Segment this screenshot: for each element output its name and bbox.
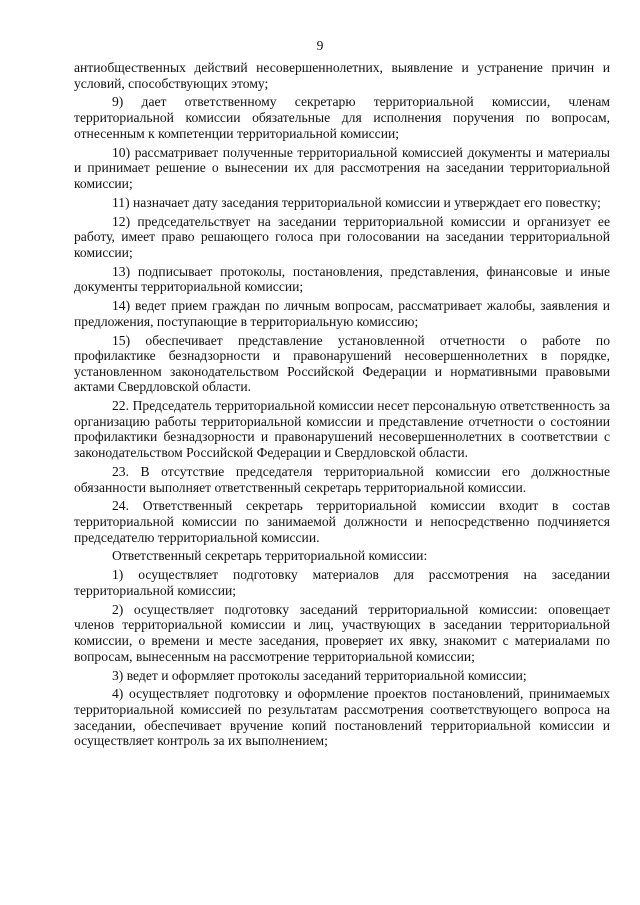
body-paragraph: 11) назначает дату заседания территориальной комиссии и утверждает его повестку; (112, 194, 601, 210)
body-paragraph: 15) обеспечивает представление установленной отчетности о работе по профилактике безнадзорности и правонарушений несовершеннолетних в порядке, установленном законодательством Российской Федерации и нормативными правовыми актами Свердловской области. (74, 332, 610, 395)
document-body (74, 60, 610, 752)
body-paragraph: 3) ведет и оформляет протоколы заседаний территориальной комиссии; (112, 667, 527, 683)
body-paragraph: 14) ведет прием граждан по личным вопросам, рассматривает жалобы, заявления и предложения, поступающие в территориальную комиссию; (74, 298, 610, 329)
body-paragraph: 22. Председатель территориальной комиссии несет персональную ответственность за организацию работы территориальной комиссии и представление отчетности о состоянии профилактики безнадзорности и правонарушений несовершеннолетних в соответствии с законодательством Российской Федерации и Свердловской области. (74, 398, 610, 461)
page-number: 9 (316, 38, 324, 53)
body-paragraph: 9) дает ответственному секретарю территориальной комиссии, членам территориальной комиссии обязательные для исполнения поручения по вопросам, отнесенным к компетенции территориальной комиссии; (74, 94, 610, 141)
body-paragraph: Ответственный секретарь территориальной комиссии: (112, 548, 428, 564)
body-paragraph: 4) осуществляет подготовку и оформление проектов постановлений, принимаемых территориальной комиссией по результатам рассмотрения соответствующего вопроса на заседании, обеспечивает вручение копий постановлений территориальной комиссии и осуществляет контроль за их выполнением; (74, 686, 610, 749)
body-paragraph: 12) председательствует на заседании территориальной комиссии и организует ее работу, имеет право решающего голоса при голосовании на заседании территориальной комиссии; (74, 213, 610, 260)
body-paragraph: 10) рассматривает полученные территориальной комиссией документы и материалы и принимает решение о вынесении их для рассмотрения на заседании территориальной комиссии; (74, 144, 610, 191)
body-paragraph: 24. Ответственный секретарь территориальной комиссии входит в состав территориальной комиссии по занимаемой должности и непосредственно подчиняется председателю территориальной комиссии. (74, 498, 610, 545)
body-paragraph: 2) осуществляет подготовку заседаний территориальной комиссии: оповещает членов территориальной комиссии и лиц, участвующих в заседании территориальной комиссии, о времени и месте заседания, проверяет их явку, знакомит с материалами по вопросам, вынесенным на рассмотрение территориальной комиссии; (74, 601, 610, 664)
body-paragraph: 1) осуществляет подготовку материалов для рассмотрения на заседании территориальной комиссии; (74, 567, 610, 598)
body-paragraph: 13) подписывает протоколы, постановления, представления, финансовые и иные документы территориальной комиссии; (74, 263, 610, 295)
body-paragraph: антиобщественных действий несовершеннолетних, выявление и устранение причин и условий, способствующих этому; (74, 60, 610, 91)
body-paragraph: 23. В отсутствие председателя территориальной комиссии его должностные обязанности выполняет ответственный секретарь территориальной комиссии. (74, 463, 610, 495)
